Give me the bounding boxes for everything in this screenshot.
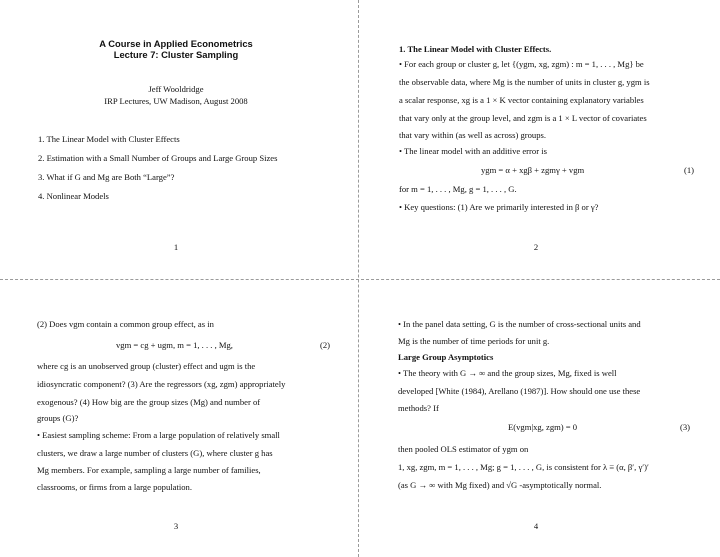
toc-item: 3. What if G and Mg are Both “Large”?: [38, 172, 175, 182]
equation: ygm = α + xgβ + zgmγ + vgm: [481, 165, 585, 175]
body-line: • Easiest sampling scheme: From a large population of relatively small: [37, 430, 280, 440]
horizontal-page-divider: [0, 279, 720, 280]
venue: IRP Lectures, UW Madison, August 2008: [104, 96, 248, 106]
body-line: developed [White (1984), Arellano (1987)]. How should one use these: [398, 386, 641, 396]
body-line: (as G → ∞ with Mg fixed) and √G -asymptotically normal.: [398, 480, 602, 490]
body-line: that vary only at the group level, and zgm is a 1 × L vector of covariates: [399, 113, 647, 123]
slide-2: [366, 6, 706, 276]
slide-3: [6, 285, 346, 555]
equation-number: (2): [320, 340, 331, 350]
page-number: 4: [533, 521, 539, 531]
body-line: a scalar response, xg is a 1 × K vector containing explanatory variables: [399, 95, 644, 105]
body-line: that vary within (as well as across) groups.: [399, 130, 547, 140]
body-line: clusters, we draw a large number of clusters (G), where cluster g has: [37, 448, 273, 458]
body-line: Mg is the number of time periods for unit g.: [398, 336, 550, 346]
page-number: 3: [173, 521, 179, 531]
toc-item: 1. The Linear Model with Cluster Effects: [38, 134, 180, 144]
body-line: where cg is an unobserved group (cluster) effect and ugm is the: [37, 361, 256, 371]
lecture-title-line1: A Course in Applied Econometrics: [99, 38, 253, 49]
equation: E(vgm|xg, zgm) = 0: [508, 422, 578, 432]
page-number: 2: [533, 242, 539, 252]
equation-number: (1): [684, 165, 695, 175]
body-line: • In the panel data setting, G is the number of cross-sectional units and: [398, 319, 641, 329]
body-line: idiosyncratic component? (3) Are the regressors (xg, zgm) appropriately: [37, 379, 286, 389]
toc-item: 4. Nonlinear Models: [38, 191, 109, 201]
body-line: • For each group or cluster g, let {(ygm, xg, zgm) : m = 1, . . . , Mg} be: [399, 59, 644, 69]
slide-1: [6, 6, 346, 276]
body-line: • Key questions: (1) Are we primarily interested in β or γ?: [399, 202, 599, 212]
lecture-title-line2: Lecture 7: Cluster Sampling: [113, 49, 239, 60]
body-line: groups (G)?: [37, 413, 79, 423]
slide-4: [366, 285, 706, 555]
section-heading: Large Group Asymptotics: [398, 352, 494, 362]
equation-number: (3): [680, 422, 691, 432]
body-line: for m = 1, . . . , Mg, g = 1, . . . , G.: [399, 184, 517, 194]
page-number: 1: [173, 242, 179, 252]
body-line: then pooled OLS estimator of ygm on: [398, 444, 529, 454]
body-line: the observable data, where Mg is the number of units in cluster g, ygm is: [399, 77, 650, 87]
body-line: • The linear model with an additive error is: [399, 146, 547, 156]
body-line: 1, xg, zgm, m = 1, . . . , Mg; g = 1, . . . , G, is consistent for λ ≡ (α, β′, γ′)′: [398, 462, 649, 472]
author: Jeff Wooldridge: [148, 84, 204, 94]
body-line: exogenous? (4) How big are the group sizes (Mg) and number of: [37, 397, 261, 407]
body-line: methods? If: [398, 403, 439, 413]
section-heading: 1. The Linear Model with Cluster Effects.: [399, 44, 552, 54]
body-line: (2) Does vgm contain a common group effect, as in: [37, 319, 214, 329]
body-line: classrooms, or firms from a large population.: [37, 482, 192, 492]
body-line: • The theory with G → ∞ and the group sizes, Mg, fixed is well: [398, 368, 617, 378]
body-line: Mg members. For example, sampling a large number of families,: [37, 465, 261, 475]
toc-item: 2. Estimation with a Small Number of Groups and Large Group Sizes: [38, 153, 278, 163]
equation: vgm = cg + ugm, m = 1, . . . , Mg,: [116, 340, 233, 350]
